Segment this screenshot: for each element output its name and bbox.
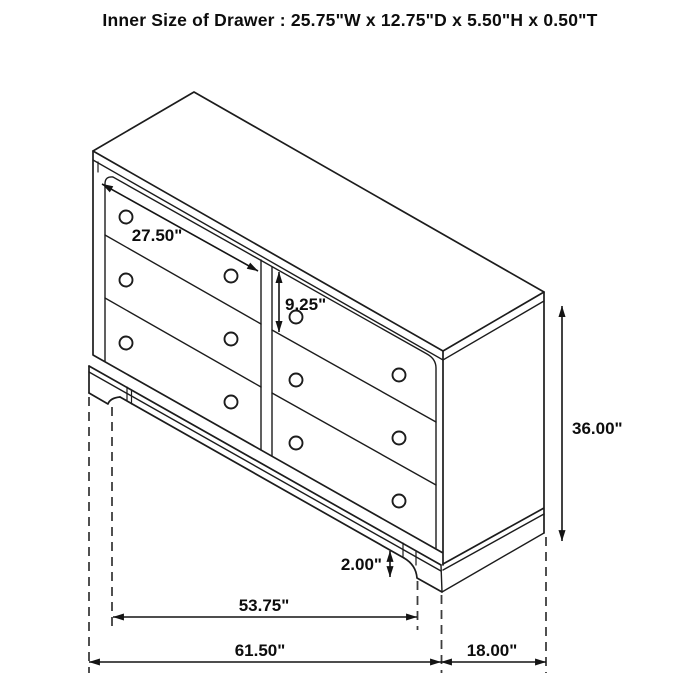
plinth-molding-line [89, 372, 441, 571]
center-divider [261, 260, 272, 456]
drawer-knob [225, 333, 238, 346]
dimension-overall-height [562, 306, 623, 541]
dimension-between-legs [113, 596, 417, 617]
extension-lines [89, 397, 546, 673]
dimension-label: 2.00" [340, 555, 382, 574]
drawer-knob [393, 432, 406, 445]
dimension-label: 18.00" [466, 641, 518, 660]
drawer-knob [225, 270, 238, 283]
dimensions [89, 184, 623, 662]
drawer-knob [290, 437, 303, 450]
dimension-base-clearance [341, 551, 390, 577]
dimension-label: 61.50" [234, 641, 286, 660]
dimension-label: 9.25" [285, 295, 327, 314]
dimension-depth [441, 641, 546, 662]
side-panel-molding [442, 514, 544, 592]
page-title: Inner Size of Drawer : 25.75"W x 12.75"D x 5.50"H x 0.50"T [102, 10, 598, 30]
plinth-front-corner [441, 565, 442, 592]
drawer-knob [393, 495, 406, 508]
dresser-outline [93, 92, 544, 592]
front-face-outline [93, 151, 443, 565]
plinth-left-leg [89, 393, 120, 404]
dimension-label: 27.50" [131, 226, 183, 245]
dimension-drawer-width [102, 184, 258, 271]
drawer-knob [393, 369, 406, 382]
drawer-separators [105, 235, 436, 485]
drawer-knob [120, 274, 133, 287]
dimension-overall-width [89, 641, 441, 662]
drawer-knob [120, 337, 133, 350]
drawer-knob [290, 374, 303, 387]
dimension-label: 36.00" [572, 419, 623, 438]
drawer-knobs [120, 211, 406, 508]
drawer-knob [120, 211, 133, 224]
plinth-arch-line [120, 397, 404, 558]
drawer-knob [225, 396, 238, 409]
plinth-base [89, 366, 442, 592]
dimension-label: 53.75" [238, 596, 290, 615]
